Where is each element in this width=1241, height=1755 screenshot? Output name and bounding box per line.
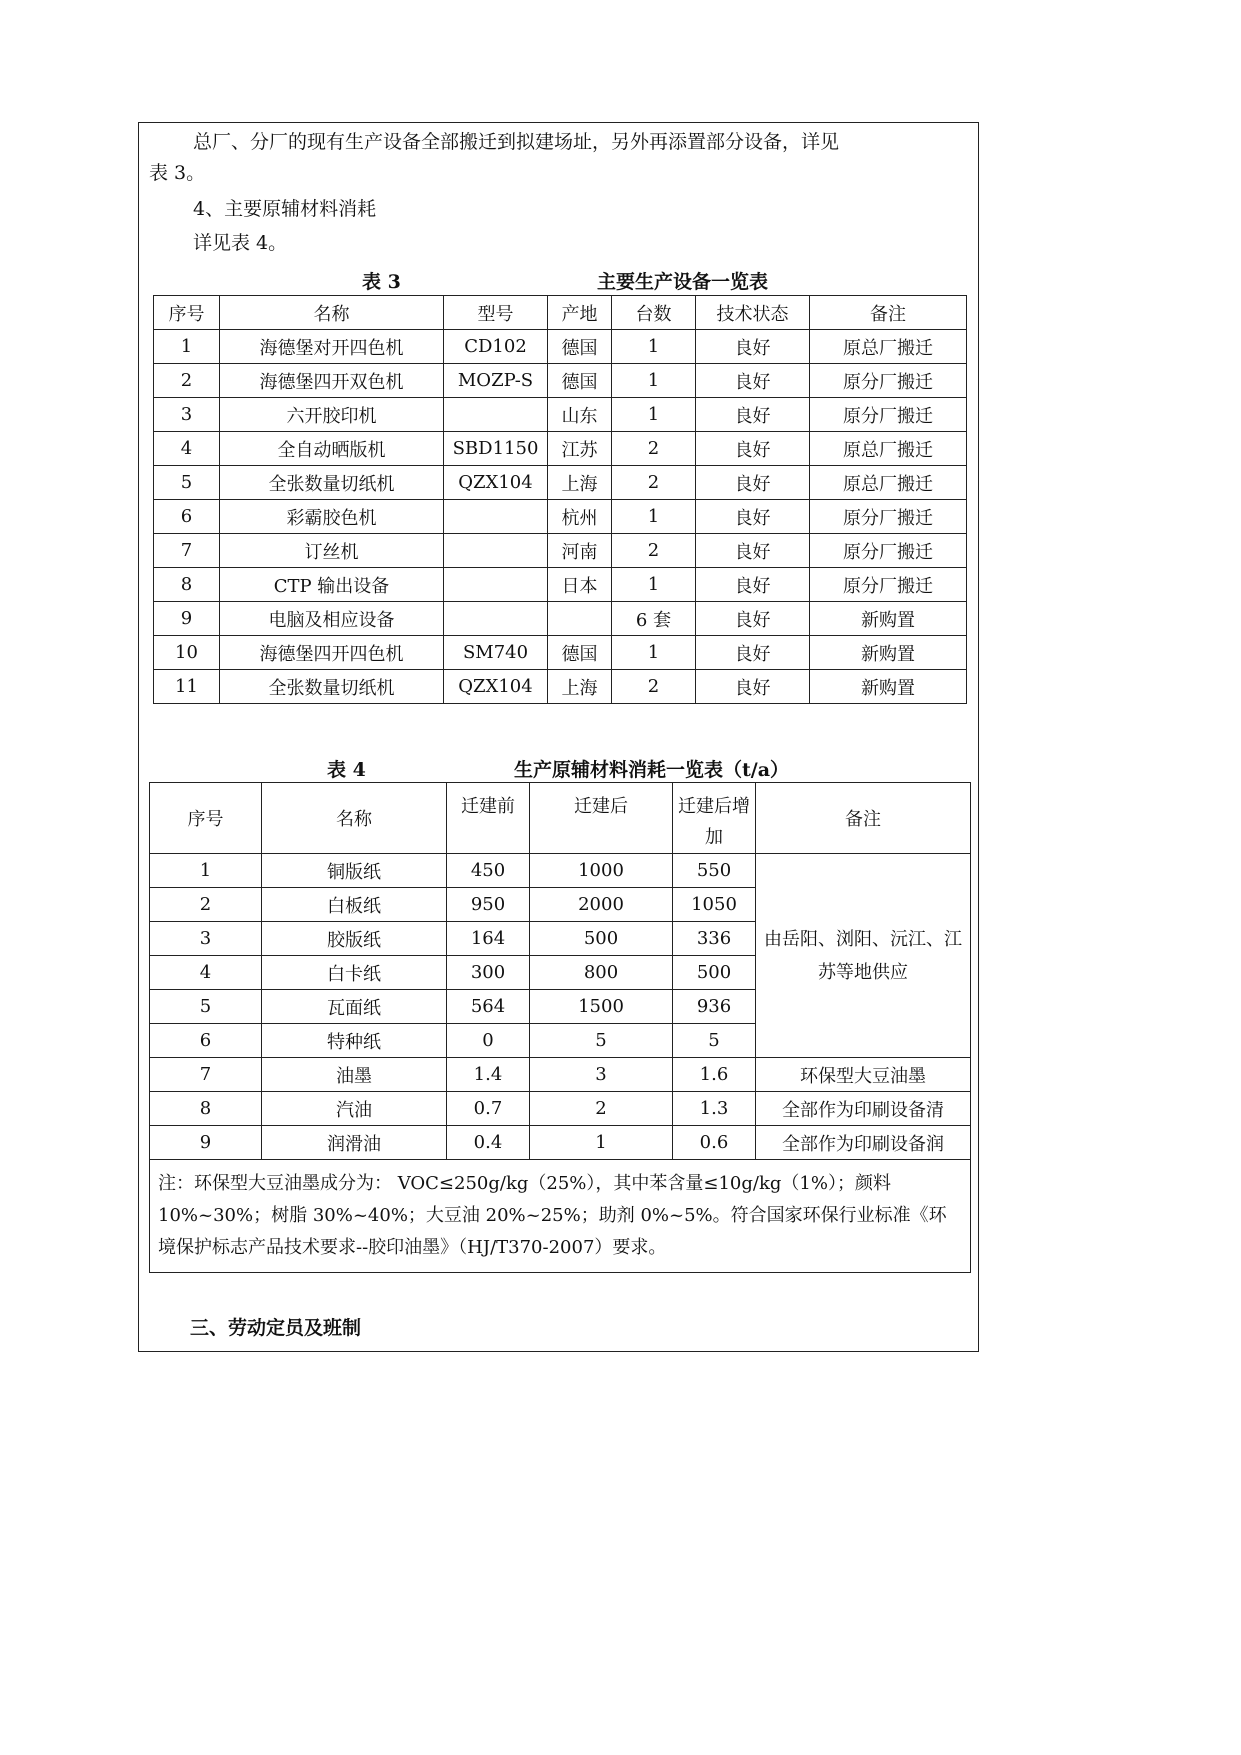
table-cell: 2 (612, 466, 696, 500)
table-cell: 2 (612, 534, 696, 568)
materials-table (149, 782, 971, 1273)
table-cell: 1 (150, 854, 262, 888)
header-cell: 迁建后增加 (673, 783, 756, 854)
table-cell: 海德堡对开四色机 (220, 330, 444, 364)
table-cell (444, 602, 548, 636)
table-cell: 500 (530, 922, 673, 956)
table-cell: 1500 (530, 990, 673, 1024)
table-cell: 特种纸 (262, 1024, 447, 1058)
table-cell: 450 (447, 854, 530, 888)
table-cell: 6 套 (612, 602, 696, 636)
table-cell: 新购置 (810, 602, 967, 636)
table-cell: 4 (154, 432, 220, 466)
table-cell: 润滑油 (262, 1126, 447, 1160)
header-cell: 序号 (150, 783, 262, 854)
table-cell: 3 (150, 922, 262, 956)
table-cell: 良好 (696, 330, 810, 364)
table-cell: 336 (673, 922, 756, 956)
table-cell: 全自动晒版机 (220, 432, 444, 466)
table-cell: 6 (150, 1024, 262, 1058)
table-cell: 全部作为印刷设备润 (756, 1126, 971, 1160)
table-cell: 10 (154, 636, 220, 670)
table-cell: 日本 (548, 568, 612, 602)
table-cell: 海德堡四开四色机 (220, 636, 444, 670)
header-cell: 序号 (154, 296, 220, 330)
header-cell: 迁建前 (447, 783, 530, 854)
table-cell: 0.4 (447, 1126, 530, 1160)
section-heading-4: 4、主要原辅材料消耗 (193, 198, 377, 220)
table-row (154, 398, 967, 432)
table-cell: 油墨 (262, 1058, 447, 1092)
table-cell: 2 (612, 432, 696, 466)
table-header-row (154, 296, 967, 330)
table-cell: 江苏 (548, 432, 612, 466)
note-row (150, 1160, 971, 1273)
table-cell: 1050 (673, 888, 756, 922)
table-cell: 原总厂搬迁 (810, 330, 967, 364)
table-cell: 河南 (548, 534, 612, 568)
table-row (154, 500, 967, 534)
table-cell: 1 (530, 1126, 673, 1160)
table-row (150, 854, 971, 888)
table-cell (444, 534, 548, 568)
table-cell: 全张数量切纸机 (220, 670, 444, 704)
table-cell: 4 (150, 956, 262, 990)
table-cell: 海德堡四开双色机 (220, 364, 444, 398)
table-cell: 3 (530, 1058, 673, 1092)
table-cell: 原分厂搬迁 (810, 534, 967, 568)
header-cell: 备注 (756, 783, 971, 854)
table-cell: SM740 (444, 636, 548, 670)
table-cell: 良好 (696, 670, 810, 704)
table-header-row (150, 783, 971, 854)
table-cell: 0 (447, 1024, 530, 1058)
header-cell: 迁建后 (530, 783, 673, 854)
table-cell: 1 (612, 500, 696, 534)
table-cell: 2 (150, 888, 262, 922)
table-cell: 1 (612, 364, 696, 398)
intro-line-2: 表 3。 (149, 162, 206, 184)
table-cell: 杭州 (548, 500, 612, 534)
table-cell: 1 (612, 568, 696, 602)
table-cell: 原分厂搬迁 (810, 364, 967, 398)
table-row (154, 364, 967, 398)
header-cell: 产地 (548, 296, 612, 330)
table-cell: 1.6 (673, 1058, 756, 1092)
table-cell: 2 (154, 364, 220, 398)
table-cell: 950 (447, 888, 530, 922)
table-cell: 1 (612, 636, 696, 670)
table-cell: 良好 (696, 500, 810, 534)
table-cell: 3 (154, 398, 220, 432)
table-cell: 环保型大豆油墨 (756, 1058, 971, 1092)
table-cell: 564 (447, 990, 530, 1024)
table-cell: 5 (673, 1024, 756, 1058)
table-cell: 德国 (548, 636, 612, 670)
table-cell: 汽油 (262, 1092, 447, 1126)
table-cell: 订丝机 (220, 534, 444, 568)
table-cell: 良好 (696, 568, 810, 602)
table-cell: 936 (673, 990, 756, 1024)
table-cell: 上海 (548, 466, 612, 500)
header-cell: 台数 (612, 296, 696, 330)
header-cell: 型号 (444, 296, 548, 330)
table-cell: 原分厂搬迁 (810, 398, 967, 432)
table-note: 注：环保型大豆油墨成分为： VOC≤250g/kg（25%），其中苯含量≤10g/kg（1%）；颜料 10%~30%；树脂 30%~40%；大豆油 20%~25%；助剂 0%~5%。符合国家环保行业标准《环境保护标志产品技术要求--胶印油墨》（HJ/T370-2007）要求。 (150, 1160, 971, 1273)
table-cell: 全部作为印刷设备清 (756, 1092, 971, 1126)
table-cell: 11 (154, 670, 220, 704)
table-cell: 1 (612, 398, 696, 432)
table-cell: 9 (154, 602, 220, 636)
table-cell: 原分厂搬迁 (810, 568, 967, 602)
table-cell: 164 (447, 922, 530, 956)
table4-label: 表 4 (327, 759, 366, 781)
table-row (154, 432, 967, 466)
intro-line-3: 详见表 4。 (193, 232, 288, 254)
table-cell: 0.7 (447, 1092, 530, 1126)
table-cell: 8 (150, 1092, 262, 1126)
table-cell: QZX104 (444, 670, 548, 704)
header-cell: 名称 (220, 296, 444, 330)
table-cell: 电脑及相应设备 (220, 602, 444, 636)
table-cell: 良好 (696, 534, 810, 568)
table-cell: 良好 (696, 398, 810, 432)
table-cell (444, 568, 548, 602)
table-cell: 良好 (696, 636, 810, 670)
header-cell: 备注 (810, 296, 967, 330)
table-cell: 7 (154, 534, 220, 568)
table-cell: 550 (673, 854, 756, 888)
table-cell: 原总厂搬迁 (810, 466, 967, 500)
table-cell: 六开胶印机 (220, 398, 444, 432)
table4-title: 生产原辅材料消耗一览表（t/a） (514, 759, 790, 781)
header-cell: 技术状态 (696, 296, 810, 330)
table-cell: 彩霸胶色机 (220, 500, 444, 534)
table-cell: 8 (154, 568, 220, 602)
table-row (154, 670, 967, 704)
table-row (154, 330, 967, 364)
table-cell: SBD1150 (444, 432, 548, 466)
table-cell: 5 (530, 1024, 673, 1058)
table-cell: 山东 (548, 398, 612, 432)
table-cell: 2 (612, 670, 696, 704)
table-cell (548, 602, 612, 636)
table-cell: 德国 (548, 364, 612, 398)
table-cell: 800 (530, 956, 673, 990)
table-cell: 白卡纸 (262, 956, 447, 990)
table-cell: 1.3 (673, 1092, 756, 1126)
table-cell: 新购置 (810, 636, 967, 670)
table-row (150, 1092, 971, 1126)
table-cell: 德国 (548, 330, 612, 364)
table-cell: 5 (150, 990, 262, 1024)
table-cell: 300 (447, 956, 530, 990)
table-cell: CD102 (444, 330, 548, 364)
table-cell: 7 (150, 1058, 262, 1092)
table-cell: 6 (154, 500, 220, 534)
table-row (154, 602, 967, 636)
table-cell: 5 (154, 466, 220, 500)
table-cell: 0.6 (673, 1126, 756, 1160)
table-cell: CTP 输出设备 (220, 568, 444, 602)
section-heading-3: 三、劳动定员及班制 (190, 1317, 362, 1339)
table-cell: 良好 (696, 602, 810, 636)
table-cell: 良好 (696, 432, 810, 466)
table-cell: 9 (150, 1126, 262, 1160)
table3-label: 表 3 (362, 271, 401, 293)
table-cell: 良好 (696, 364, 810, 398)
table-row (154, 534, 967, 568)
table-cell: 新购置 (810, 670, 967, 704)
table-cell: 1 (612, 330, 696, 364)
table-row (154, 466, 967, 500)
table-cell: 铜版纸 (262, 854, 447, 888)
equipment-table (153, 295, 967, 704)
table-cell: 良好 (696, 466, 810, 500)
table-cell: QZX104 (444, 466, 548, 500)
table-cell (444, 500, 548, 534)
table-row (150, 1126, 971, 1160)
table-cell: 白板纸 (262, 888, 447, 922)
table-cell: 全张数量切纸机 (220, 466, 444, 500)
table-row (150, 1058, 971, 1092)
table-cell (444, 398, 548, 432)
table3-title: 主要生产设备一览表 (597, 271, 769, 293)
table-cell: 1.4 (447, 1058, 530, 1092)
table-cell: MOZP-S (444, 364, 548, 398)
table-cell: 胶版纸 (262, 922, 447, 956)
table-cell: 500 (673, 956, 756, 990)
table-row (154, 568, 967, 602)
table-cell: 2000 (530, 888, 673, 922)
table-cell: 2 (530, 1092, 673, 1126)
table-cell: 原总厂搬迁 (810, 432, 967, 466)
intro-line-1: 总厂、分厂的现有生产设备全部搬迁到拟建场址，另外再添置部分设备，详见 (193, 131, 840, 153)
table-cell: 瓦面纸 (262, 990, 447, 1024)
table-cell: 由岳阳、浏阳、沅江、江苏等地供应 (756, 854, 971, 1058)
table-cell: 1000 (530, 854, 673, 888)
table-cell: 1 (154, 330, 220, 364)
table-row (154, 636, 967, 670)
table-cell: 原分厂搬迁 (810, 500, 967, 534)
header-cell: 名称 (262, 783, 447, 854)
table-cell: 上海 (548, 670, 612, 704)
